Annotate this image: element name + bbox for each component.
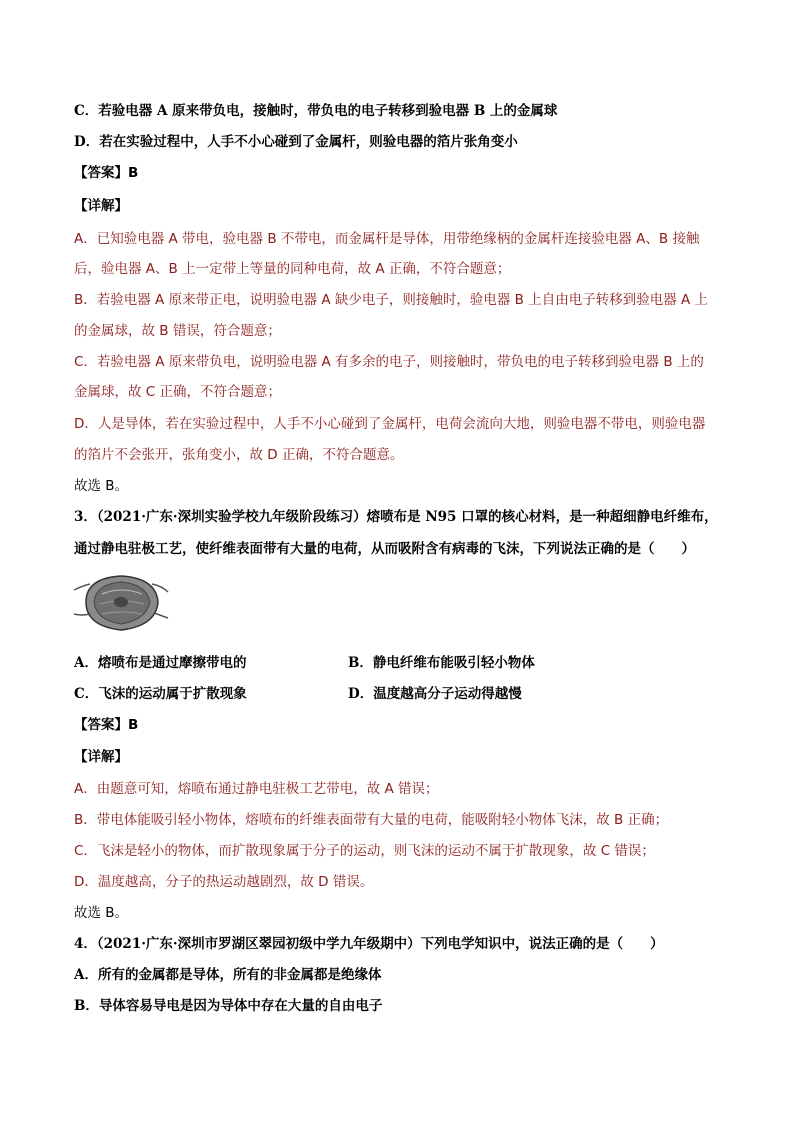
answer-label: 【答案】: [74, 717, 128, 733]
q3-option-d: D．温度越高分子运动得越慢: [348, 686, 522, 702]
answer-label: 【答案】: [74, 165, 128, 181]
q2-conclusion: 故选 B。: [74, 478, 129, 494]
q3-stem-line: 3．（2021·广东·深圳实验学校九年级阶段练习）熔喷布是 N95 口罩的核心材料，是一种超细静电纤维布，: [74, 509, 718, 525]
q4-stem: 4．（2021·广东·深圳市罗湖区翠园初级中学九年级期中）下列电学知识中，说法正确的是（ ）: [74, 936, 664, 952]
q2-explain-line: 后，验电器 A、B 上一定带上等量的同种电荷，故 A 正确，不符合题意；: [74, 261, 511, 277]
q2-explain-line: A．已知验电器 A 带电，验电器 B 不带电，而金属杆是导体，用带绝缘柄的金属杆连接验电器 A、B 接触: [74, 231, 700, 247]
q2-answer: [74, 163, 138, 183]
q3-option-b: B．静电纤维布能吸引轻小物体: [348, 655, 535, 671]
q2-explain-line: 的箔片不会张开，张角变小，故 D 正确，不符合题意。: [74, 447, 404, 463]
q2-explain-line: C．若验电器 A 原来带负电，说明验电器 A 有多余的电子，则接触时，带负电的电子转移到验电器 B 上的: [74, 354, 704, 370]
q3-explain-line: A．由题意可知，熔喷布通过静电驻极工艺带电，故 A 错误；: [74, 781, 439, 797]
q3-explain-label: 【详解】: [74, 749, 128, 765]
q2-explain-line: B．若验电器 A 原来带正电，说明验电器 A 缺少电子，则接触时，验电器 B 上自由电子转移到验电器 A 上: [74, 292, 709, 308]
q4-option-b: B．导体容易导电是因为导体中存在大量的自由电子: [74, 998, 383, 1014]
q2-explain-label: 【详解】: [74, 198, 128, 214]
q3-answer: [74, 715, 138, 735]
answer-value: B: [128, 165, 139, 181]
q4-option-a: A．所有的金属都是导体，所有的非金属都是绝缘体: [74, 967, 382, 983]
q3-explain-line: C．飞沫是轻小的物体，而扩散现象属于分子的运动，则飞沫的运动不属于扩散现象，故 C 错误；: [74, 843, 655, 859]
q2-option-d: D．若在实验过程中，人手不小心碰到了金属杆，则验电器的箔片张角变小: [74, 134, 518, 150]
answer-value: B: [128, 717, 139, 733]
q3-explain-line: D．温度越高，分子的热运动越剧烈，故 D 错误。: [74, 874, 374, 890]
q2-option-c: C．若验电器 A 原来带负电，接触时，带负电的电子转移到验电器 B 上的金属球: [74, 103, 558, 119]
n95-mask-image: [72, 568, 170, 636]
q2-explain-line: D．人是导体，若在实验过程中，人手不小心碰到了金属杆，电荷会流向大地，则验电器不带电，则验电器: [74, 416, 706, 432]
q3-option-a: A．熔喷布是通过摩擦带电的: [74, 655, 247, 671]
q3-conclusion: 故选 B。: [74, 905, 129, 921]
q3-explain-line: B．带电体能吸引轻小物体，熔喷布的纤维表面带有大量的电荷，能吸附轻小物体飞沫，故 B 正确；: [74, 812, 669, 828]
q3-option-c: C．飞沫的运动属于扩散现象: [74, 686, 247, 702]
q3-stem-line: 通过静电驻极工艺，使纤维表面带有大量的电荷，从而吸附含有病毒的飞沫，下列说法正确的是（ ）: [74, 541, 695, 557]
q2-explain-line: 的金属球，故 B 错误，符合题意；: [74, 323, 281, 339]
q2-explain-line: 金属球，故 C 正确，不符合题意；: [74, 384, 282, 400]
